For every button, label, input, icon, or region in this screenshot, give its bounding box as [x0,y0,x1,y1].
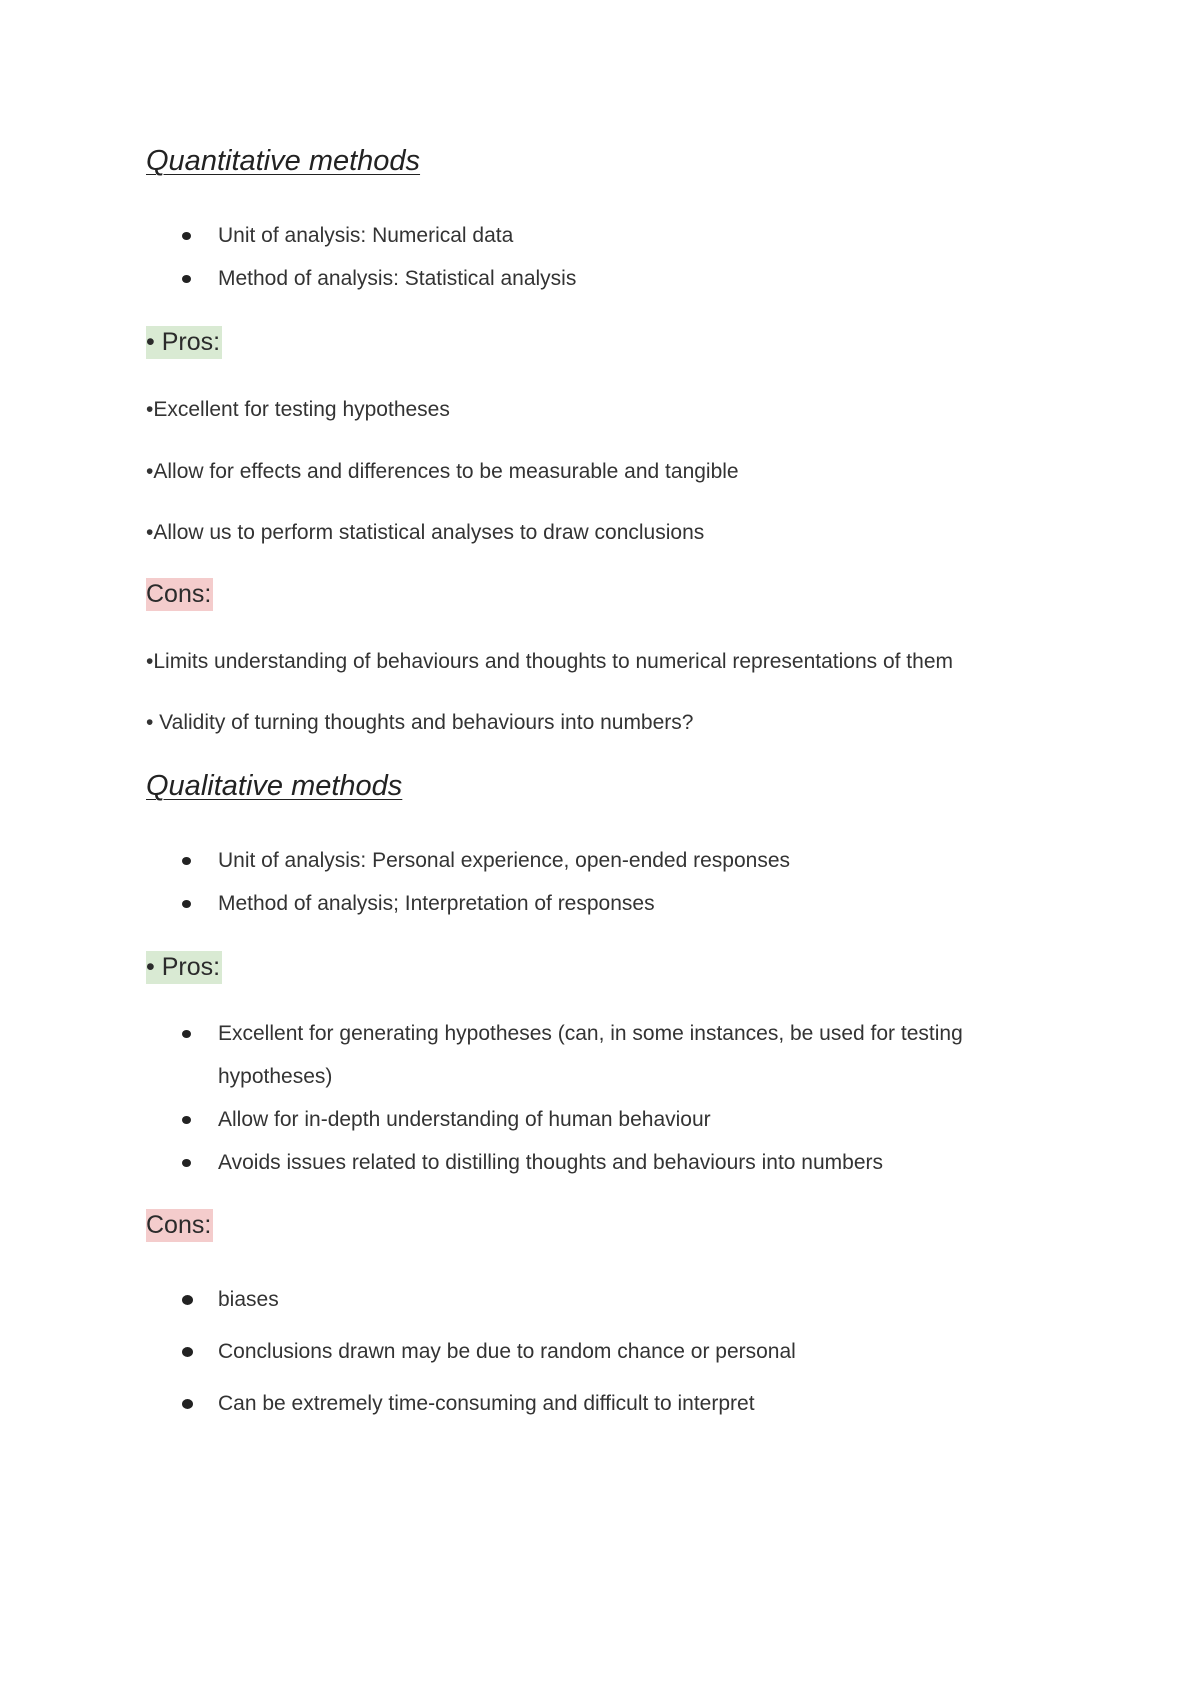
list-item-text: Method of analysis: Statistical analysis [218,267,577,290]
pros-item: •Allow us to perform statistical analyses to draw conclusions [146,521,705,544]
pros-label: • Pros: [146,951,222,984]
list-item-text: Unit of analysis: Numerical data [218,224,514,247]
pros-label: • Pros: [146,326,222,359]
list-item-text: Avoids issues related to distilling thoughts and behaviours into numbers [218,1151,884,1174]
qualitative-heading: Qualitative methods [146,770,403,802]
list-item-text: biases [218,1288,279,1311]
quantitative-heading: Quantitative methods [146,145,421,177]
cons-label: Cons: [146,1209,213,1242]
bullet-icon [182,232,191,240]
list-item-text: Conclusions drawn may be due to random chance or personal [218,1340,796,1363]
cons-label: Cons: [146,578,213,611]
bullet-icon [182,1159,191,1167]
cons-item: •Limits understanding of behaviours and thoughts to numerical representations of them [146,650,953,673]
bullet-icon [182,1399,193,1409]
list-item-text: Excellent for generating hypotheses (can, in some instances, be used for testing hypotheses) [218,1022,963,1088]
bullet-icon [182,1030,191,1038]
list-item-text: Method of analysis; Interpretation of responses [218,892,655,915]
pros-item: •Excellent for testing hypotheses [146,398,450,421]
pros-item: •Allow for effects and differences to be measurable and tangible [146,460,739,483]
list-item-text: Allow for in-depth understanding of human behaviour [218,1108,711,1131]
bullet-icon [182,1347,193,1357]
cons-item: • Validity of turning thoughts and behaviours into numbers? [146,711,694,734]
bullet-icon [182,857,191,865]
bullet-icon [182,275,191,283]
bullet-icon [182,900,191,908]
list-item-text: Can be extremely time-consuming and difficult to interpret [218,1392,755,1415]
bullet-icon [182,1116,191,1124]
list-item-text: Unit of analysis: Personal experience, open-ended responses [218,849,791,872]
bullet-icon [182,1295,193,1305]
